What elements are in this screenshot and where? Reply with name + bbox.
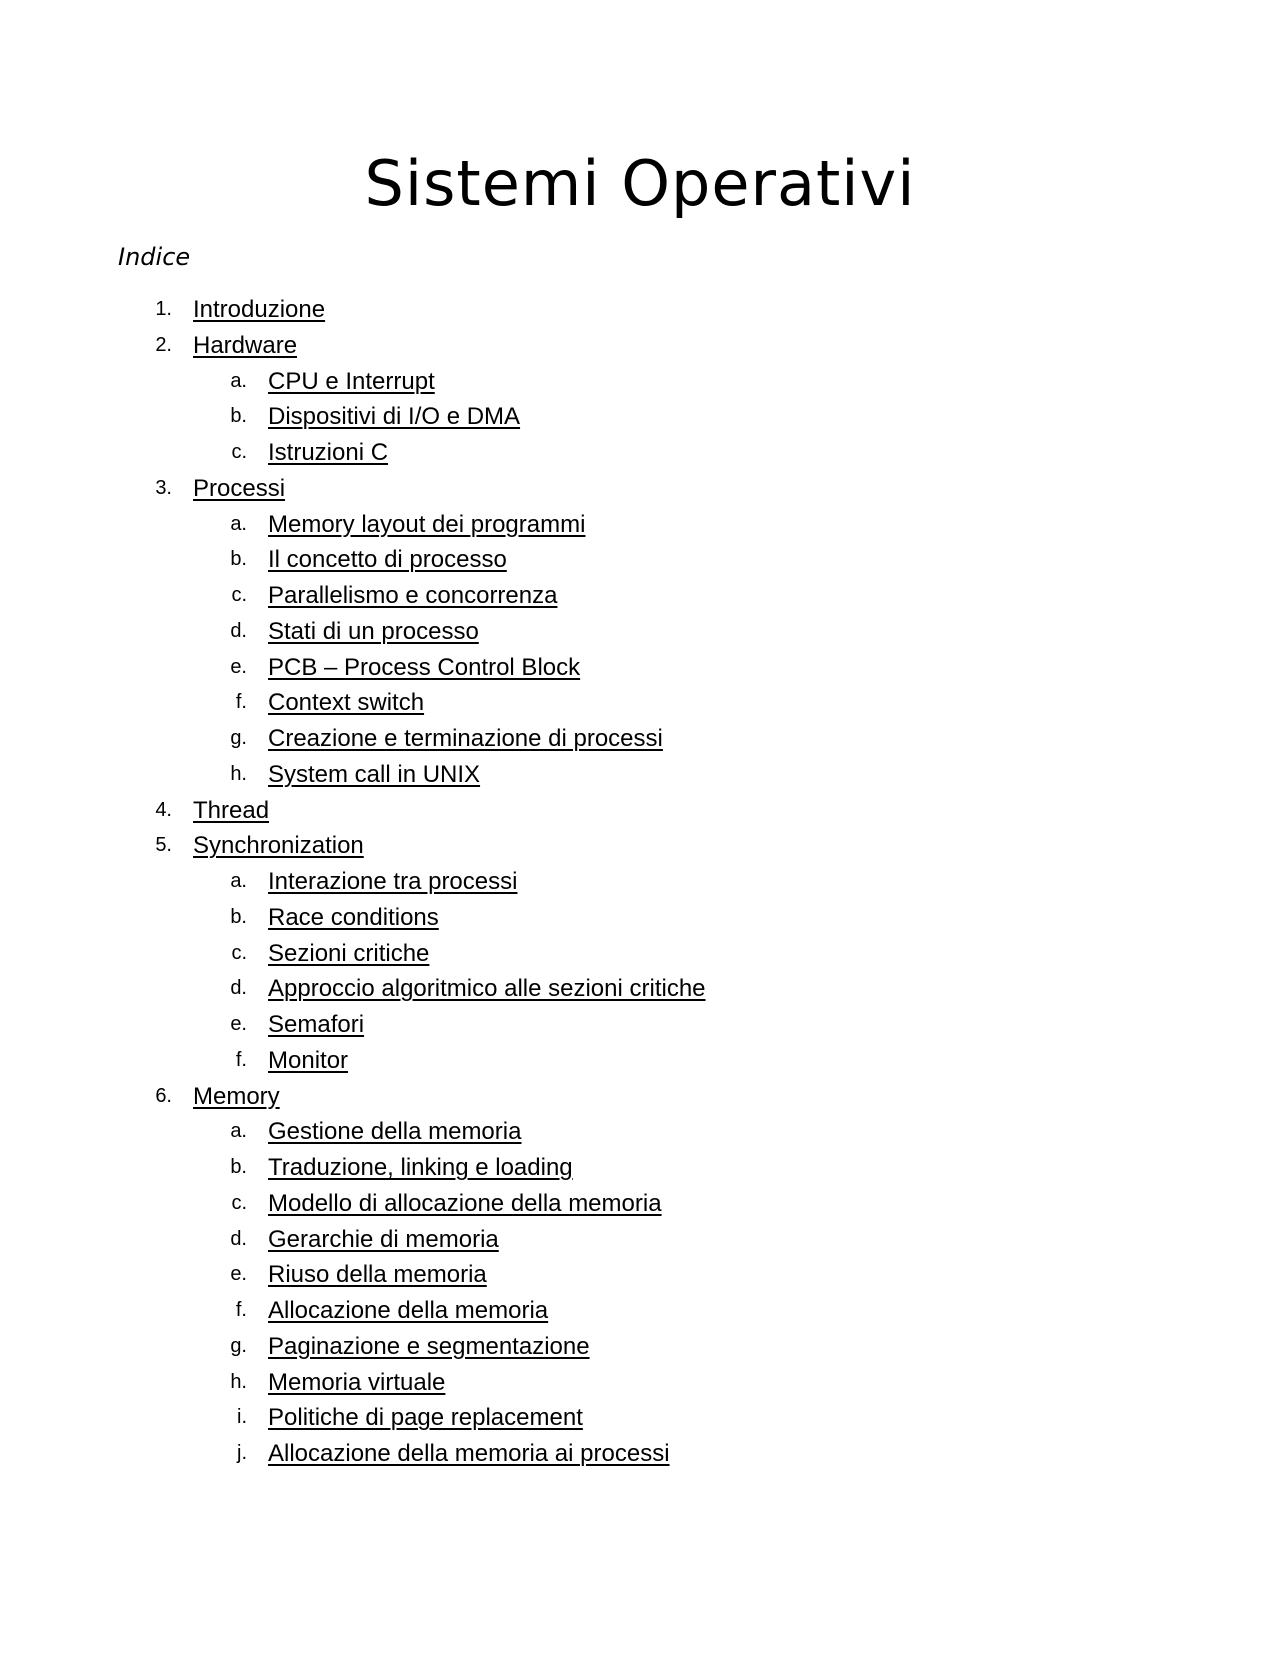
toc-item-marker: h. [230,762,247,785]
toc-section [0,1114,1280,1150]
toc-link[interactable]: CPU e Interrupt [268,367,435,395]
toc-section [0,1329,1280,1365]
toc-section [0,578,1280,614]
toc-section [0,1257,1280,1293]
toc-item-marker: 5. [155,834,172,857]
toc-link[interactable]: PCB – Process Control Block [268,653,581,681]
toc-item-marker: 6. [155,1084,172,1107]
toc-link[interactable]: Approccio algoritmico alle sezioni critiche [268,975,706,1003]
toc-link[interactable]: Allocazione della memoria [268,1297,549,1324]
document-title: Sistemi Operativi [364,147,916,220]
toc-item-marker: 3. [155,476,172,499]
toc-item-marker: f. [235,691,247,714]
toc-link[interactable]: Interazione tra processi [268,868,518,895]
toc-link[interactable]: Parallelismo e concorrenza [268,582,558,609]
toc-item-marker: c. [231,1191,247,1214]
toc-link[interactable]: Synchronization [193,832,364,860]
toc-section [0,507,1280,543]
toc-link[interactable]: Introduzione [193,296,326,323]
toc-item-marker: e. [230,655,247,678]
toc-section [0,1222,1280,1258]
toc-section [0,614,1280,650]
toc-link[interactable]: Politiche di page replacement [268,1404,583,1432]
toc-section [0,1150,1280,1186]
toc-section [0,757,1280,793]
toc-chapter [0,471,1280,507]
toc-link[interactable]: Traduzione, linking e loading [268,1154,573,1181]
toc-link[interactable]: Race conditions [268,903,439,931]
toc-link[interactable]: Processi [193,474,286,502]
toc-chapter [0,793,1280,829]
toc-item-marker: 4. [155,798,172,821]
toc-item-marker: d. [230,977,247,1000]
toc-link[interactable]: Istruzioni C [268,439,389,466]
toc-link[interactable]: Gerarchie di memoria [268,1225,499,1253]
toc-section [0,900,1280,936]
toc-item-marker: f. [235,1299,247,1321]
toc-link[interactable]: Thread [193,796,270,824]
toc-section [0,685,1280,721]
toc-link[interactable]: Allocazione della memoria ai processi [268,1440,670,1467]
toc-item-marker: b. [230,1156,247,1178]
toc-link[interactable]: Memoria virtuale [268,1368,446,1396]
toc-item-marker: c. [231,441,247,463]
toc-section [0,1186,1280,1222]
toc-item-marker: 2. [155,333,172,356]
toc-link[interactable]: Context switch [268,689,425,717]
toc-item-marker: h. [230,1370,247,1393]
toc-link[interactable]: Dispositivi di I/O e DMA [268,403,521,431]
toc-item-marker: b. [230,405,247,428]
toc-link[interactable]: Monitor [268,1046,349,1074]
toc-section [0,936,1280,972]
table-of-contents [0,292,1280,1472]
toc-item-marker: g. [230,727,247,749]
toc-link[interactable]: Stati di un processo [268,617,479,645]
toc-section [0,971,1280,1007]
toc-chapter [0,1079,1280,1115]
toc-section [0,1400,1280,1436]
toc-item-marker: a. [230,1120,247,1143]
toc-section [0,721,1280,757]
toc-item-marker: d. [230,1227,247,1250]
toc-item-marker: g. [230,1334,247,1357]
toc-section [0,364,1280,400]
toc-link[interactable]: Riuso della memoria [268,1261,487,1289]
toc-section [0,435,1280,471]
toc-section [0,399,1280,435]
toc-section [0,1436,1280,1472]
toc-item-marker: d. [230,619,247,642]
toc-section [0,1007,1280,1043]
toc-chapter [0,828,1280,864]
index-heading: Indice [118,243,191,271]
toc-section [0,864,1280,900]
toc-item-marker: 1. [155,298,172,320]
toc-link[interactable]: Memory [193,1082,280,1110]
toc-link[interactable]: Hardware [193,331,298,359]
toc-section [0,1293,1280,1329]
toc-section [0,542,1280,578]
toc-link[interactable]: Creazione e terminazione di processi [268,725,663,752]
toc-item-marker: j. [237,1442,247,1464]
toc-item-marker: a. [230,369,247,392]
toc-link[interactable]: Modello di allocazione della memoria [268,1189,662,1217]
toc-link[interactable]: Gestione della memoria [268,1118,522,1146]
toc-item-marker: e. [230,1263,247,1286]
toc-item-marker: f. [235,1048,247,1071]
toc-section [0,650,1280,686]
toc-link[interactable]: System call in UNIX [268,760,481,788]
toc-link[interactable]: Semafori [268,1011,365,1038]
toc-link[interactable]: Memory layout dei programmi [268,510,586,538]
toc-link[interactable]: Sezioni critiche [268,939,430,967]
toc-link[interactable]: Paginazione e segmentazione [268,1332,590,1360]
toc-item-marker: b. [230,905,247,928]
toc-item-marker: e. [230,1013,247,1035]
toc-item-marker: c. [231,941,247,964]
toc-section [0,1043,1280,1079]
toc-item-marker: a. [230,512,247,535]
toc-item-marker: i. [237,1406,247,1429]
toc-chapter [0,328,1280,364]
toc-section [0,1365,1280,1401]
toc-item-marker: c. [231,584,247,606]
toc-item-marker: a. [230,870,247,892]
toc-chapter [0,292,1280,328]
toc-link[interactable]: Il concetto di processo [268,546,507,574]
toc-item-marker: b. [230,548,247,571]
